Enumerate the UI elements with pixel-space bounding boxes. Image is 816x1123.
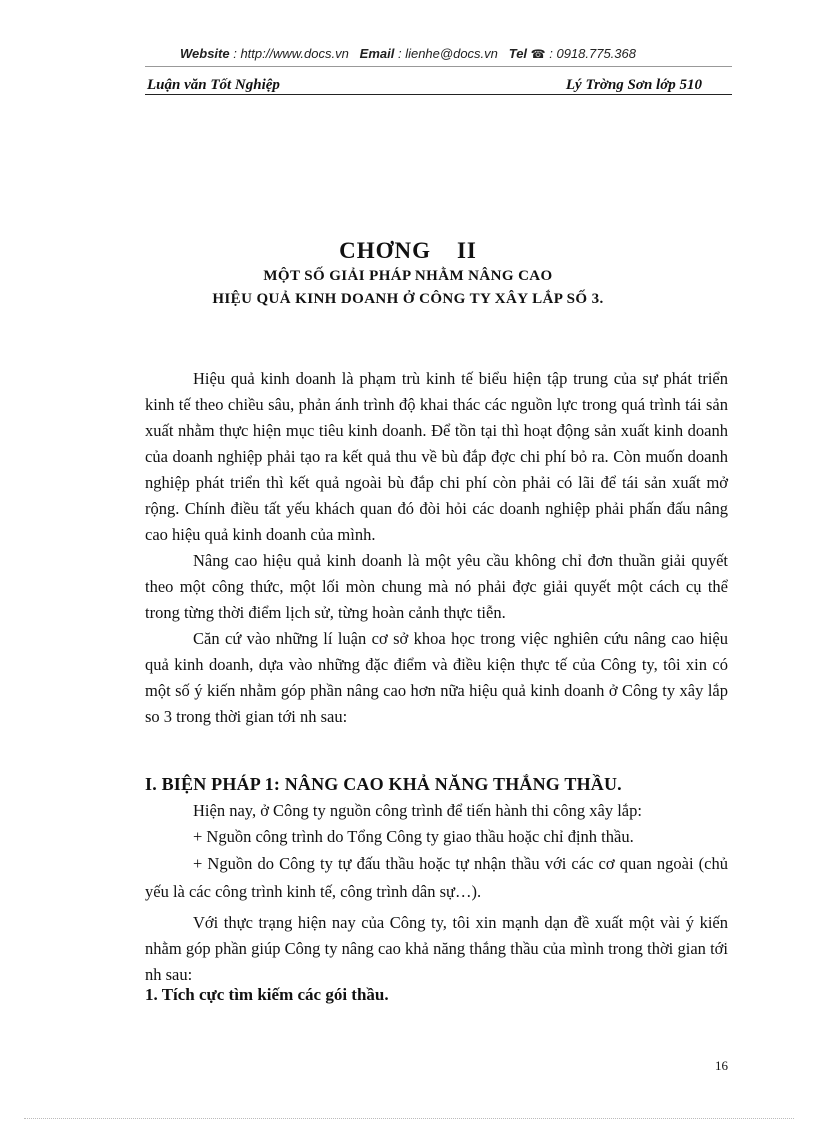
running-header-rule [145,94,732,95]
running-header-left: Luận văn Tốt Nghiệp [147,77,280,93]
paragraph: Với thực trạng hiện nay của Công ty, tôi xin mạnh dạn đề xuất một vài ý kiến nhằm góp phần giúp Công ty nâng cao khả năng thắng thầu của mình trong thời gian tới nh sau: [145,913,728,984]
paragraph: Hiệu quả kinh doanh là phạm trù kinh tế biểu hiện tập trung của sự phát triển kinh tế theo chiều sâu, phản ánh trình độ khai thác các nguồn lực trong quá trình tái sản xuất nhằm thực hiện mục tiêu kinh doanh. Để tồn tại thì hoạt động sản xuất kinh doanh của doanh nghiệp phải tạo ra kết quả thu về bù đắp đợc chi phí bỏ ra. Còn muốn doanh nghiệp phát triển thì kết quả ngoài bù đắp chi phí còn phải có lãi để tái sản xuất mở rộng. Chính điều tất yếu khách quan đó đòi hỏi các doanh nghiệp phải phấn đấu nâng cao hiệu quả kinh doanh của mình. [145,369,728,544]
section-text [145,798,728,988]
paragraph: Nâng cao hiệu quả kinh doanh là một yêu cầu không chỉ đơn thuần giải quyết theo một công thức, một lối mòn chung mà nó phải đợc giải quyết một cách cụ thể trong từng thời điểm lịch sử, từng hoàn cảnh thực tiễn. [145,551,728,622]
paragraph: Hiện nay, ở Công ty nguồn công trình để tiến hành thi công xây lắp: [193,801,642,820]
chapter-title [0,238,816,264]
intro-text [145,366,728,730]
website-header [0,46,816,61]
chapter-label: CHƠNG [339,238,431,263]
website-label: Website [180,46,230,61]
section-heading: I. BIỆN PHÁP 1: NÂNG CAO KHẢ NĂNG THẮNG THẦU. [145,774,622,794]
email-value: : lienhe@docs.vn [394,46,498,61]
running-header-right: Lý Trờng Sơn lớp 510 [565,77,702,93]
page-number: 16 [715,1058,728,1073]
chapter-subtitle-line1: MỘT SỐ GIẢI PHÁP NHẰM NÂNG CAO [263,268,553,284]
chapter-number: II [456,238,477,263]
tel-label: Tel [508,46,528,61]
header-divider [145,66,732,67]
tel-value: : 0918.775.368 [545,46,636,61]
paragraph: Căn cứ vào những lí luận cơ sở khoa học trong việc nghiên cứu nâng cao hiệu quả kinh doanh, dựa vào những đặc điểm và điều kiện thực tế của Công ty, tôi xin có một số ý kiến nhằm góp phần nâng cao hơn nữa hiệu quả kinh doanh ở Công ty xây lắp so 3 trong thời gian tới nh sau: [145,629,728,726]
email-label: Email [359,46,395,61]
paragraph: + Nguồn do Công ty tự đấu thầu hoặc tự nhận thầu với các cơ quan ngoài (chủ yếu là các công trình kinh tế, công trình dân sự…). [145,854,728,901]
chapter-subtitle-line2: HIỆU QUẢ KINH DOANH Ở CÔNG TY XÂY LẮP SỐ 3. [212,291,604,307]
bottom-dotted-border [24,1118,794,1119]
paragraph: + Nguồn công trình do Tổng Công ty giao thầu hoặc chỉ định thầu. [193,827,634,846]
phone-icon: ☎ [530,47,546,61]
subsection-heading: 1. Tích cực tìm kiếm các gói thầu. [145,985,389,1004]
website-value: : http://www.docs.vn [229,46,349,61]
